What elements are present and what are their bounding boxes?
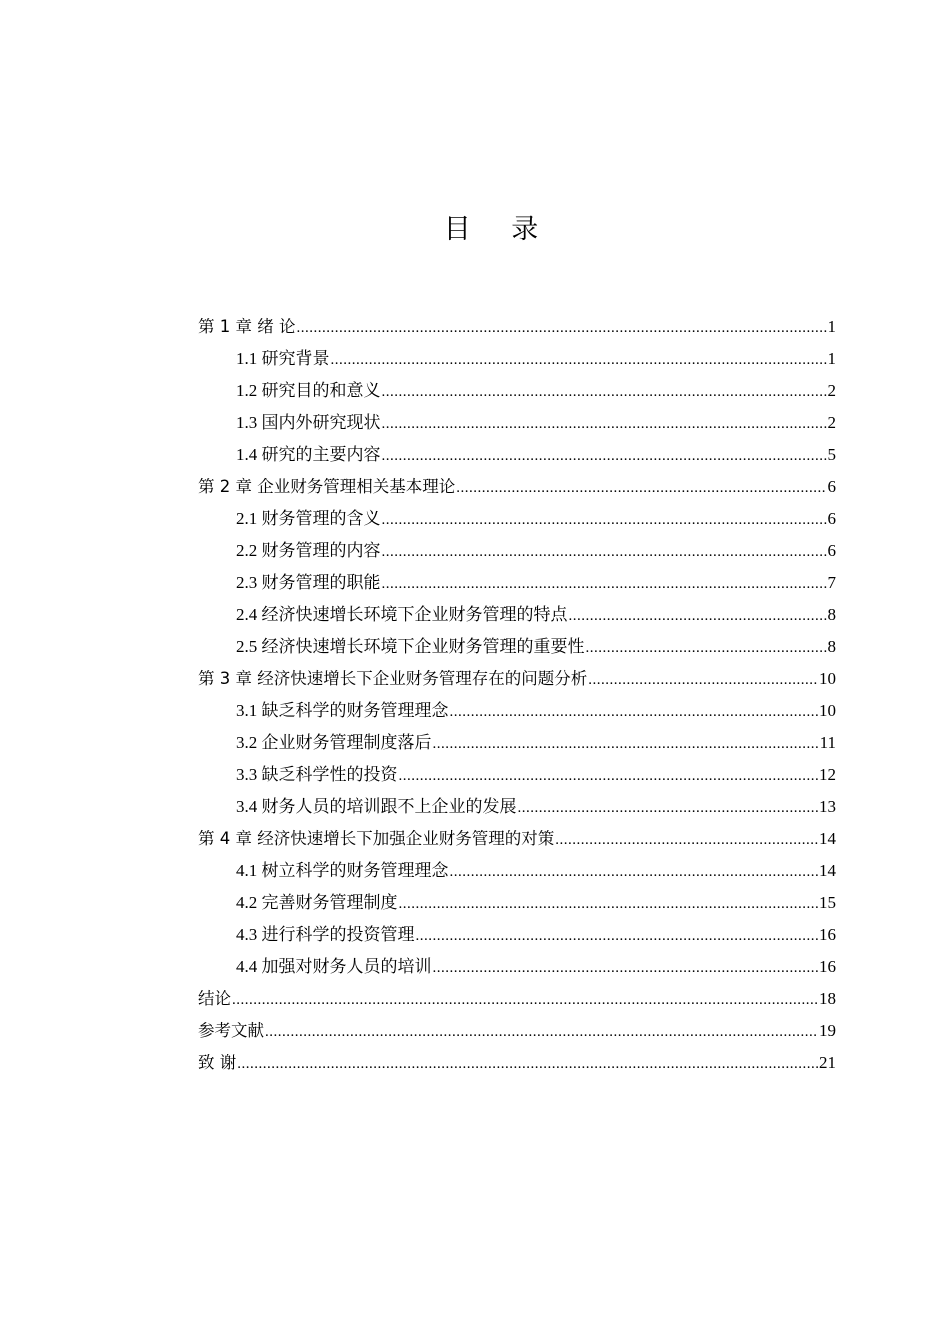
toc-entry-label: 1.4 研究的主要内容 xyxy=(236,445,381,464)
toc-entry-page: 13 xyxy=(819,797,836,816)
toc-entry[interactable] xyxy=(198,407,836,439)
toc-entry-page: 7 xyxy=(827,573,836,592)
toc-dot-leader xyxy=(237,1048,818,1080)
toc-entry-page: 2 xyxy=(827,413,836,432)
toc-entry[interactable] xyxy=(198,727,836,759)
toc-entry[interactable] xyxy=(198,887,836,919)
toc-dot-leader xyxy=(382,504,827,536)
toc-entry[interactable] xyxy=(198,951,836,983)
toc-entry[interactable] xyxy=(198,919,836,951)
toc-entry-label: 2.3 财务管理的职能 xyxy=(236,573,381,592)
toc-title: 目 录 xyxy=(443,214,555,245)
toc-entry-label: 第 1 章 绪 论 xyxy=(198,317,296,336)
toc-dot-leader xyxy=(416,920,819,952)
toc-entry-label: 4.1 树立科学的财务管理理念 xyxy=(236,861,449,880)
toc-entry[interactable] xyxy=(198,375,836,407)
toc-dot-leader xyxy=(399,888,819,920)
toc-entry-label: 3.4 财务人员的培训跟不上企业的发展 xyxy=(236,797,517,816)
toc-entry-label: 1.2 研究目的和意义 xyxy=(236,381,381,400)
toc-entry-label: 致 谢 xyxy=(198,1053,237,1072)
toc-dot-leader xyxy=(450,856,819,888)
toc-entry-label: 结论 xyxy=(198,989,231,1008)
toc-entry-label: 3.2 企业财务管理制度落后 xyxy=(236,733,432,752)
toc-entry[interactable] xyxy=(198,759,836,791)
toc-dot-leader xyxy=(382,376,827,408)
toc-entry-page: 2 xyxy=(827,381,836,400)
toc-entry-page: 6 xyxy=(827,541,836,560)
toc-entry[interactable] xyxy=(198,791,836,823)
toc-entry-page: 16 xyxy=(819,957,836,976)
toc-entry-page: 14 xyxy=(819,829,836,848)
toc-entry-label: 参考文献 xyxy=(198,1021,264,1040)
toc-list xyxy=(198,311,836,1079)
toc-entry-label: 3.3 缺乏科学性的投资 xyxy=(236,765,398,784)
toc-entry-page: 1 xyxy=(827,317,836,336)
toc-entry[interactable] xyxy=(198,599,836,631)
toc-dot-leader xyxy=(555,824,818,856)
toc-entry[interactable] xyxy=(198,695,836,727)
toc-entry[interactable] xyxy=(198,983,836,1015)
toc-entry-page: 14 xyxy=(819,861,836,880)
toc-entry-page: 18 xyxy=(819,989,836,1008)
toc-dot-leader xyxy=(450,696,819,728)
toc-entry-page: 6 xyxy=(827,509,836,528)
toc-entry-page: 12 xyxy=(819,765,836,784)
toc-entry-page: 15 xyxy=(819,893,836,912)
toc-entry-label: 1.3 国内外研究现状 xyxy=(236,413,381,432)
toc-entry[interactable] xyxy=(198,535,836,567)
toc-dot-leader xyxy=(331,344,827,376)
toc-entry-page: 8 xyxy=(827,637,836,656)
toc-dot-leader xyxy=(399,760,819,792)
toc-dot-leader xyxy=(382,536,827,568)
toc-entry[interactable] xyxy=(198,567,836,599)
toc-entry[interactable] xyxy=(198,343,836,375)
toc-entry-page: 16 xyxy=(819,925,836,944)
toc-entry-label: 1.1 研究背景 xyxy=(236,349,330,368)
toc-entry-label: 4.2 完善财务管理制度 xyxy=(236,893,398,912)
toc-entry-label: 2.2 财务管理的内容 xyxy=(236,541,381,560)
toc-dot-leader xyxy=(433,952,819,984)
toc-entry-label: 4.4 加强对财务人员的培训 xyxy=(236,957,432,976)
toc-entry[interactable] xyxy=(198,311,836,343)
toc-entry[interactable] xyxy=(198,1015,836,1047)
toc-entry-page: 10 xyxy=(819,701,836,720)
toc-dot-leader xyxy=(588,664,818,696)
toc-entry-page: 8 xyxy=(827,605,836,624)
toc-dot-leader xyxy=(265,1016,818,1048)
toc-entry[interactable] xyxy=(198,631,836,663)
toc-dot-leader xyxy=(433,728,819,760)
toc-dot-leader xyxy=(456,472,826,504)
toc-dot-leader xyxy=(296,312,826,344)
toc-dot-leader xyxy=(382,408,827,440)
toc-entry-page: 11 xyxy=(819,733,836,752)
toc-entry[interactable] xyxy=(198,439,836,471)
toc-entry[interactable] xyxy=(198,855,836,887)
toc-entry-label: 2.1 财务管理的含义 xyxy=(236,509,381,528)
toc-dot-leader xyxy=(382,568,827,600)
toc-entry-label: 第 2 章 企业财务管理相关基本理论 xyxy=(198,477,456,496)
toc-dot-leader xyxy=(518,792,819,824)
toc-entry-label: 第 3 章 经济快速增长下企业财务管理存在的问题分析 xyxy=(198,669,588,688)
toc-entry-page: 19 xyxy=(819,1021,836,1040)
toc-entry-label: 2.5 经济快速增长环境下企业财务管理的重要性 xyxy=(236,637,585,656)
toc-entry[interactable] xyxy=(198,823,836,855)
toc-entry-page: 10 xyxy=(819,669,836,688)
toc-entry[interactable] xyxy=(198,663,836,695)
toc-dot-leader xyxy=(586,632,827,664)
toc-entry[interactable] xyxy=(198,471,836,503)
toc-entry-label: 第 4 章 经济快速增长下加强企业财务管理的对策 xyxy=(198,829,555,848)
toc-entry-page: 5 xyxy=(827,445,836,464)
toc-entry[interactable] xyxy=(198,503,836,535)
toc-entry-label: 4.3 进行科学的投资管理 xyxy=(236,925,415,944)
toc-entry-page: 1 xyxy=(827,349,836,368)
toc-entry-label: 3.1 缺乏科学的财务管理理念 xyxy=(236,701,449,720)
toc-entry-page: 21 xyxy=(819,1053,836,1072)
toc-entry-label: 2.4 经济快速增长环境下企业财务管理的特点 xyxy=(236,605,568,624)
toc-dot-leader xyxy=(382,440,827,472)
toc-entry-page: 6 xyxy=(827,477,836,496)
toc-dot-leader xyxy=(232,984,818,1016)
toc-dot-leader xyxy=(569,600,827,632)
toc-entry[interactable] xyxy=(198,1047,836,1079)
